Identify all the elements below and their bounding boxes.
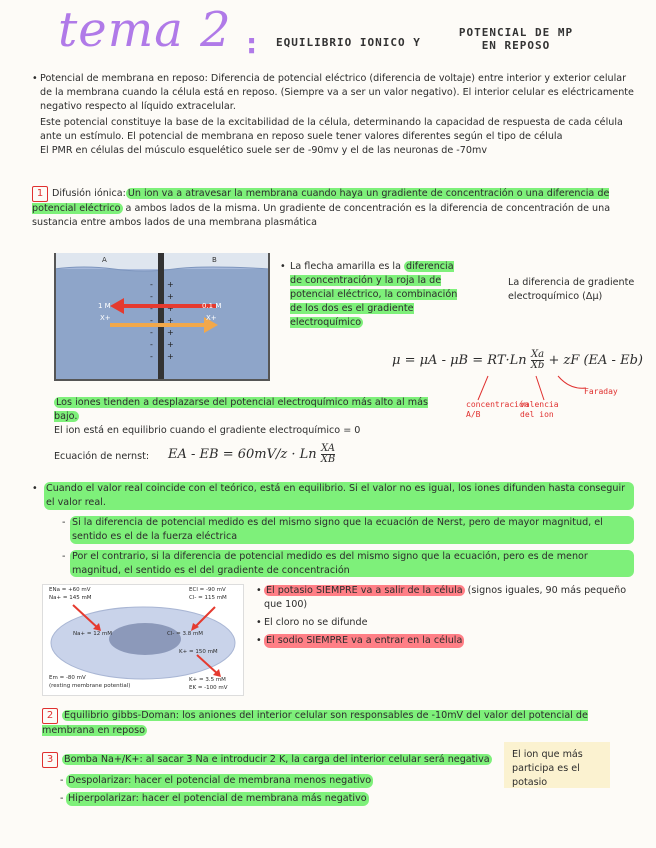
section-2-number: 2 <box>42 708 58 724</box>
title-subtitle-2 <box>456 26 576 52</box>
note-valence: valencia del ion <box>520 400 559 419</box>
compartment-a-label: A <box>102 256 107 264</box>
electrochemical-formula <box>392 350 643 371</box>
svg-text:-: - <box>150 292 153 301</box>
section-3-dash-2: - <box>60 792 64 804</box>
cases-sub-1: Si la diferencia de potencial medido es del mismo signo que la ecuación de Nerst, pero de mayor magnitud, el sentido es el de la fuerza eléctrica <box>70 516 634 544</box>
svg-text:-: - <box>150 328 153 337</box>
svg-text:-: - <box>150 304 153 313</box>
nernst-formula <box>168 444 335 465</box>
electro-highlight: Los iones tienden a desplazarse del potencial electroquímico más alto al más bajo. <box>54 397 428 422</box>
section-1-highlight: Un ion va a atravesar la membrana cuando haya un gradiente de concentración o una diferencia de potencial eléctrico <box>32 188 610 214</box>
nernst-frac-num: XA <box>321 443 335 454</box>
section-2 <box>42 708 634 738</box>
ions-bullet-2: • <box>256 616 262 628</box>
cell-diagram <box>42 584 244 696</box>
sticky-note: El ion que más participa es el potasio <box>504 742 610 788</box>
cases-bullet: • <box>32 483 38 494</box>
right-ion: X+ <box>206 314 217 322</box>
ions-k-rest: (signos iguales, 90 más pequeño que 100) <box>264 585 627 610</box>
k-out-label: K+ = 3.5 mM <box>189 677 226 683</box>
svg-text:-: - <box>150 280 153 289</box>
gradient-note: La diferencia de gradiente electroquímico (Δμ) <box>508 277 635 302</box>
ions-block <box>256 584 634 648</box>
ions-na-highlight: El sodio SIEMPRE va a entrar en la célula <box>266 634 463 646</box>
k-in-label: K+ = 150 mM <box>179 649 218 655</box>
title-subtitle-2b: EN REPOSO <box>481 39 551 53</box>
em-note: (resting membrane potential) <box>49 683 131 689</box>
note-concentration: concentración A/B <box>466 400 529 419</box>
svg-text:+: + <box>167 328 174 337</box>
cases-sub-2: Por el contrario, si la diferencia de potencial medido es del mismo signo que la ecuación, pero es de menor magnitud, el sentido es el del gradiente de concentración <box>70 550 634 578</box>
svg-text:-: - <box>150 352 153 361</box>
section-3-hyperpolarize: Hiperpolarizar: hacer el potencial de membrana más negativo <box>68 792 367 804</box>
arrow-note-pre: La flecha amarilla es la <box>290 261 405 272</box>
ions-bullet-1: • <box>256 585 262 596</box>
svg-text:-: - <box>150 316 153 325</box>
electro-equilibrium: El ion está en equilibrio cuando el gradiente electroquímico = 0 <box>54 424 361 436</box>
ena-label: ENa = +60 mV <box>49 587 91 593</box>
svg-text:+: + <box>167 280 174 289</box>
ions-k-highlight: El potasio SIEMPRE va a salir de la célula <box>266 585 463 596</box>
section-1 <box>32 186 634 230</box>
section-3 <box>42 752 492 806</box>
svg-text:+: + <box>167 340 174 349</box>
cl-in-label: Cl- = 3.8 mM <box>167 631 204 637</box>
ions-cl: El cloro no se difunde <box>264 616 368 628</box>
section-2-text: Equilibrio gibbs-Doman: los aniones del interior celular son responsables de -10mV del valor del potencial de membrana en reposo <box>42 710 588 736</box>
ions-bullet-3: • <box>256 634 262 646</box>
intro-paragraph-3: El PMR en células del músculo esquelético suele ser de -90mv y el de las neuronas de -70mv <box>40 144 487 156</box>
cases-main: Cuando el valor real coincide con el teórico, está en equilibrio. Si el valor no es igual, los iones difunden hasta conseguir el valor real. <box>44 482 634 510</box>
cl-out-label: Cl- = 115 mM <box>189 595 227 601</box>
intro-bullet: • <box>32 73 38 84</box>
section-3-dash-1: - <box>60 775 64 786</box>
intro-block <box>32 72 634 157</box>
electro-block <box>54 396 454 438</box>
section-3-depolarize: Despolarizar: hacer el potencial de membrana menos negativo <box>68 775 372 786</box>
page-title: tema 2 <box>58 2 232 58</box>
svg-text:+: + <box>167 352 174 361</box>
ecl-label: ECl = -90 mV <box>189 587 226 593</box>
na-in-label: Na+ = 12 mM <box>73 631 113 637</box>
svg-text:+: + <box>167 316 174 325</box>
na-out-label: Na+ = 145 mM <box>49 595 92 601</box>
left-concentration: 1 M <box>98 302 111 310</box>
membrane-diagram-svg <box>54 253 270 381</box>
title-subtitle-2a: POTENCIAL DE MP <box>458 26 574 39</box>
section-3-text: Bomba Na+/K+: al sacar 3 Na e introducir 2 K, la carga del interior celular será negativa <box>64 754 490 765</box>
arrow-note <box>280 260 466 330</box>
cases-dash-2: - <box>62 550 66 562</box>
cases-block <box>32 482 634 577</box>
svg-text:-: - <box>150 340 153 349</box>
membrane-diagram <box>54 253 270 381</box>
left-ion: X+ <box>100 314 111 322</box>
right-concentration: 0.1 M <box>202 302 222 310</box>
svg-text:+: + <box>167 304 174 313</box>
nernst-label: Ecuación de nernst: <box>54 451 150 462</box>
section-1-rest: a ambos lados de la misma. Un gradiente de concentración es la diferencia de concentración de una sustancia entre ambos lados de una membrana plasmática <box>32 203 611 228</box>
formula-main: μ = μA - μB = RT·Ln <box>392 353 527 368</box>
formula-frac-den: Xb <box>530 360 545 371</box>
cases-dash-1: - <box>62 516 66 528</box>
em-label: Em = -80 mV <box>49 675 86 681</box>
nernst-formula-main: EA - EB = 60mV/z · Ln <box>168 447 317 462</box>
svg-text:+: + <box>167 292 174 301</box>
compartment-b-label: B <box>212 256 217 264</box>
section-1-lead: Difusión iónica: <box>52 188 126 199</box>
ek-label: EK = -100 mV <box>189 685 228 691</box>
intro-paragraph-2: Este potencial constituye la base de la excitabilidad de la célula, determinando la capacidad de respuesta de cada célula ante un estímulo. El potencial de membrana en reposo suele tener valores diferentes según el tipo de célula <box>40 116 623 142</box>
note-faraday: Faraday <box>584 387 618 396</box>
arrow-note-highlight: diferencia de concentración y la roja la de potencial eléctrico, la combinación de los dos es el gradiente electroquímico <box>290 261 458 328</box>
formula-frac-num: Xa <box>531 349 545 360</box>
title-subtitle-1: EQUILIBRIO IONICO Y <box>276 36 421 49</box>
nernst-frac-den: XB <box>320 454 336 465</box>
arrow-note-bullet: • <box>280 261 286 272</box>
section-1-number: 1 <box>32 186 48 202</box>
title-colon: : <box>246 27 258 60</box>
section-3-number: 3 <box>42 752 58 768</box>
formula-tail: + zF (EA - Eb) <box>548 353 643 368</box>
intro-paragraph-1: Potencial de membrana en reposo: Diferencia de potencial eléctrico (diferencia de voltaje) entre interior y exterior celular de la membrana cuando la célula está en reposo. (Siempre va a ser un valor negativo). El interior celular es eléctricamente negativo respecto al líquido extracelular. <box>40 73 634 112</box>
